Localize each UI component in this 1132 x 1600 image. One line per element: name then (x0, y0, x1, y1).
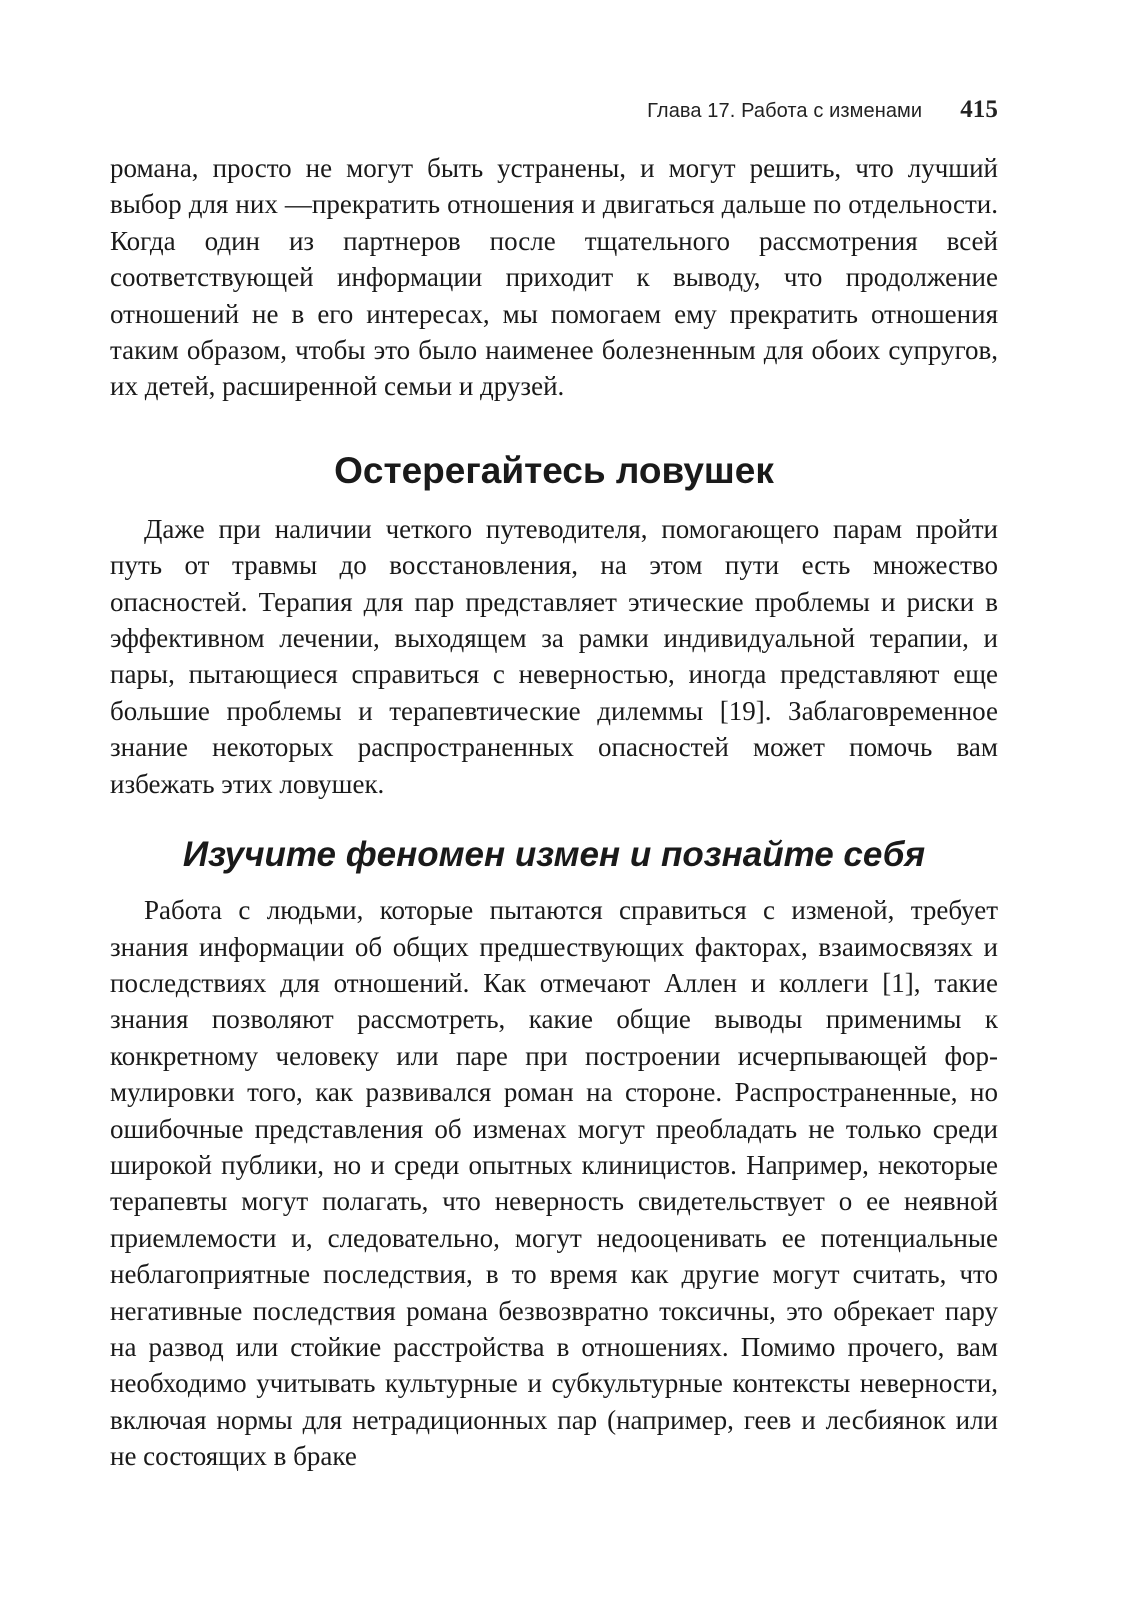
book-page (110, 96, 998, 1475)
chapter-title: Глава 17. Работа с изменами (647, 100, 923, 122)
section-paragraph: Даже при наличии четкого путеводителя, помогающего парам пройти путь от травмы до восстановления, на этом пути есть множество опасностей. Терапия для пар представляет этические проблемы и риски в эффективном лечении, выходящем за рамки индивидуальной терапии, и пары, пытающиеся справиться с неверностью, иногда представляют еще большие проблемы и терапевтические дилеммы [19]. Заблаговременное знание некоторых распространенных опасностей может помочь вам избежать этих ловушек. (110, 513, 998, 799)
section-heading: Остерегайтесь ловушек (334, 449, 774, 491)
subsection-heading: Изучите феномен измен и познайте себя (182, 835, 926, 875)
intro-paragraph: романа, просто не могут быть устранены, и могут решить, что лучший выбор для них —прекратить отношения и двигаться дальше по отдельности. Когда один из партнеров после тщательного рассмотрения всей соответствующей информации приходит к выводу, что продолжение отношений не в его интересах, мы помогаем ему прекратить отношения таким образом, чтобы это было наименее болезненным для обоих супругов, их детей, расширенной семьи и друзей. (110, 153, 998, 402)
running-header (110, 96, 998, 136)
page-number: 415 (960, 96, 998, 123)
subsection-paragraph: Работа с людьми, которые пытаются справиться с изменой, требует знания информации об общих предшествующих факторах, взаимосвязях и последствиях для отношений. Как отмечают Аллен и коллеги [1], такие знания позволяют рассмотреть, какие общие выводы применимы к конкретному человеку или паре при построении исчерпывающей формулировки того, как развивался роман на стороне. Распространенные, но ошибочные представления об изменах могут преобладать не только среди широкой публики, но и среди опытных клиницистов. Например, некоторые терапевты могут полагать, что неверность свидетельствует о ее неявной приемлемости и, следовательно, могут недооценивать ее потенциальные неблагоприятные последствия, в то время как другие могут считать, что негативные последствия романа безвозвратно токсичны, это обрекает пару на развод или стойкие расстройства в отношениях. Помимо прочего, вам необходимо учитывать культурные и субкультурные контексты неверности, включая нормы для нетрадиционных пар (например, геев и лесбиянок или не состоящих в браке (110, 895, 998, 1472)
